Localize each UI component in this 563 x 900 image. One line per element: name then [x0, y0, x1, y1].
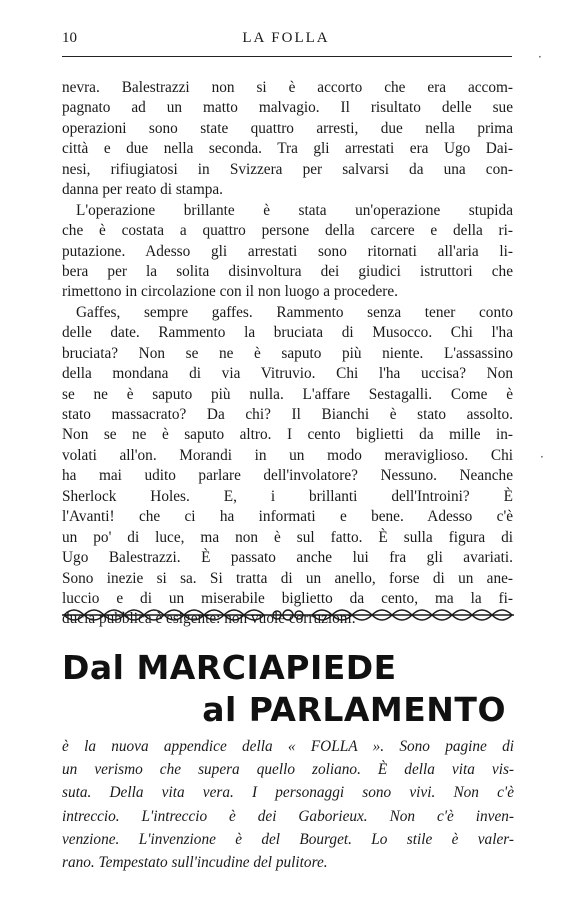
body-line: putazione. Adesso gli arrestati sono ritornati all'aria li-	[62, 242, 513, 260]
body-line: luccio e di un miserabile biglietto da cento, ma la fi-	[62, 589, 513, 607]
body-line: Gaffes, sempre gaffes. Rammento senza tener conto	[76, 303, 513, 321]
body-line: ducia pubblica è esigente: non vuole corruzioni.	[62, 610, 356, 628]
scan-speck: ·	[540, 450, 544, 464]
body-line: l'Avanti! che ci ha informati e bene. Adesso c'è	[62, 508, 513, 526]
body-line: stato massacrato? Da chi? Il Bianchi è stato assolto.	[62, 406, 513, 423]
body-line: nevra. Balestrazzi non si è accorto che era accom-	[62, 79, 513, 96]
body-line: bruciata? Non se ne è saputo più niente. L'assassino	[62, 344, 513, 362]
body-line: Sherlock Holes. E, i brillanti dell'Introini? È	[62, 487, 513, 505]
body-line: un po' di luce, ma non è sul fatto. È sulla figura di	[62, 528, 513, 546]
notice-line: è la nuova appendice della « FOLLA ». Sono pagine di	[62, 738, 514, 755]
notice-line: venzione. L'invenzione è del Bourget. Lo stile è valer-	[62, 830, 514, 848]
headline-line-2: al PARLAMENTO	[202, 690, 506, 729]
notice-line: rano. Tempestato sull'incudine del pulitore.	[62, 853, 328, 871]
body-line: L'operazione brillante è stata un'operazione stupida	[76, 201, 513, 219]
scan-speck: ·	[538, 50, 542, 64]
body-line: nesi, rifiugiatosi in Svizzera per salvarsi da una con-	[62, 160, 513, 178]
body-line: città e due nella seconda. Tra gli arrestati era Ugo Dai-	[62, 140, 513, 158]
running-title: LA FOLLA	[242, 30, 330, 46]
body-line: delle date. Rammento la bruciata di Musocco. Chi l'ha	[62, 324, 513, 342]
body-line: pagnato ad un matto malvagio. Il risultato delle sue	[62, 99, 513, 117]
notice-line: suta. Della vita vera. I personaggi sono vivi. Non c'è	[62, 784, 514, 802]
body-line: volati all'on. Morandi in un modo meraviglioso. Chi	[62, 446, 513, 464]
notice-line: un verismo che supera quello zoliano. È della vita vis-	[62, 761, 514, 779]
notice-line: intreccio. L'intreccio è dei Gaborieux. Non c'è inven-	[62, 807, 514, 825]
body-line: Sono inezie si sa. Si tratta di un anello, forse di un ane-	[62, 569, 513, 587]
ornamental-divider	[62, 604, 514, 626]
body-line: della mondana di via Vitruvio. Chi l'ha uccisa? Non	[62, 365, 513, 383]
article-body	[62, 78, 513, 630]
headline-line-1: Dal MARCIAPIEDE	[62, 648, 397, 687]
body-line: danna per reato di stampa.	[62, 181, 223, 199]
body-line: rimettono in circolazione con il non luogo a procedere.	[62, 283, 398, 301]
body-line: che è costata a quattro persone della carcere e della ri-	[62, 222, 513, 240]
body-line: ha mai udito parlare dell'involatore? Nessuno. Neanche	[62, 467, 513, 485]
header-rule	[62, 56, 512, 57]
body-line: Ugo Balestrazzi. È passato anche lui fra gli avariati.	[62, 549, 513, 567]
body-line: bera per la solita disinvoltura dei giudici istruttori che	[62, 262, 513, 280]
serial-notice	[62, 735, 514, 874]
body-line: se ne è saputo più nulla. L'affare Sestagalli. Come è	[62, 385, 513, 403]
body-line: operazioni sono state quattro arresti, due nella prima	[62, 119, 513, 137]
page-number: 10	[62, 30, 77, 46]
body-line: Non se ne è saputo altro. I cento biglietti da mille in-	[62, 426, 513, 444]
page-header	[62, 30, 510, 52]
